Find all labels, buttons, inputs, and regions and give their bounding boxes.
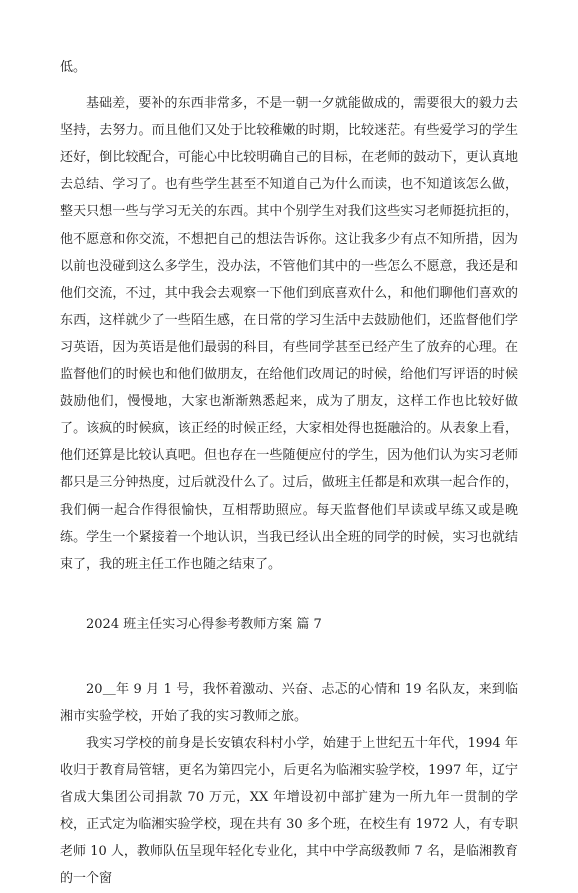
paragraph-1: 基础差，要补的东西非常多，不是一朝一夕就能做成的，需要很大的毅力去坚持，去努力。而且他们又处于比较稚嫩的时期，比较迷茫。有些爱学习的学生还好，倒比较配合，可能心中比较明确自己的目标，在老师的鼓动下，更认真地去总结、学习了。也有些学生甚至不知道自己为什么而读，也不知道该怎么做，整天只想一些与学习无关的东西。其中个别学生对我们这些实习老师挺抗拒的，他不愿意和你交流，不想把自己的想法告诉你。这让我多少有点不知所措，因为以前也没碰到这么多学生，没办法，不管他们其中的一些怎么不愿意，我还是和他们交流，不过，其中我会去观察一下他们到底喜欢什么，和他们聊他们喜欢的东西，这样就少了一些陌生感，在日常的学习生活中去鼓励他们，还监督他们学习英语，因为英语是他们最弱的科目，有些同学甚至已经产生了放弃的心理。在监督他们的时候也和他们做朋友，在给他们改周记的时候，给他们写评语的时候鼓励他们，慢慢地，大家也渐渐熟悉起来，成为了朋友，这样工作也比较好做了。该疯的时候疯，该正经的时候正经，大家相处得也挺融洽的。从表象上看，他们还算是比较认真吧。但也存在一些随便应付的学生，因为他们认为实习老师都只是三分钟热度，过后就没什么了。过后，做班主任都是和欢琪一起合作的，我们俩一起合作得很愉快，互相帮助照应。每天监督他们早读或早练又或是晚练。学生一个紧接着一个地认识，当我已经认出全班的同学的时候，实习也就结束了，我的班主任工作也随之结束了。: [60, 96, 518, 572]
section-title: 2024 班主任实习心得参考教师方案 篇 7: [86, 616, 322, 632]
continuation-text: 低。: [60, 60, 87, 75]
paragraph-2: 20＿年 9 月 1 号，我怀着激动、兴奋、忐忑的心情和 19 名队友，来到临湘市实验学校，开始了我的实习教师之旅。: [60, 681, 518, 724]
paragraph-3: 我实习学校的前身是长安镇农科村小学，始建于上世纪五十年代，1994 年收归于教育局管辖，更名为第四完小，后更名为临湘实验学校，1997 年，辽宁省成大集团公司捐款 70 万元，XX 年增设初中部扩建为一所九年一贯制的学校，正式定为临湘实验学校，现在共有 30 多个班，在校生有 1972 人，有专职老师 10 人，教师队伍呈现年轻化专业化，其中中学高级教师 7 名，是临湘教育的一个窗: [60, 735, 518, 887]
